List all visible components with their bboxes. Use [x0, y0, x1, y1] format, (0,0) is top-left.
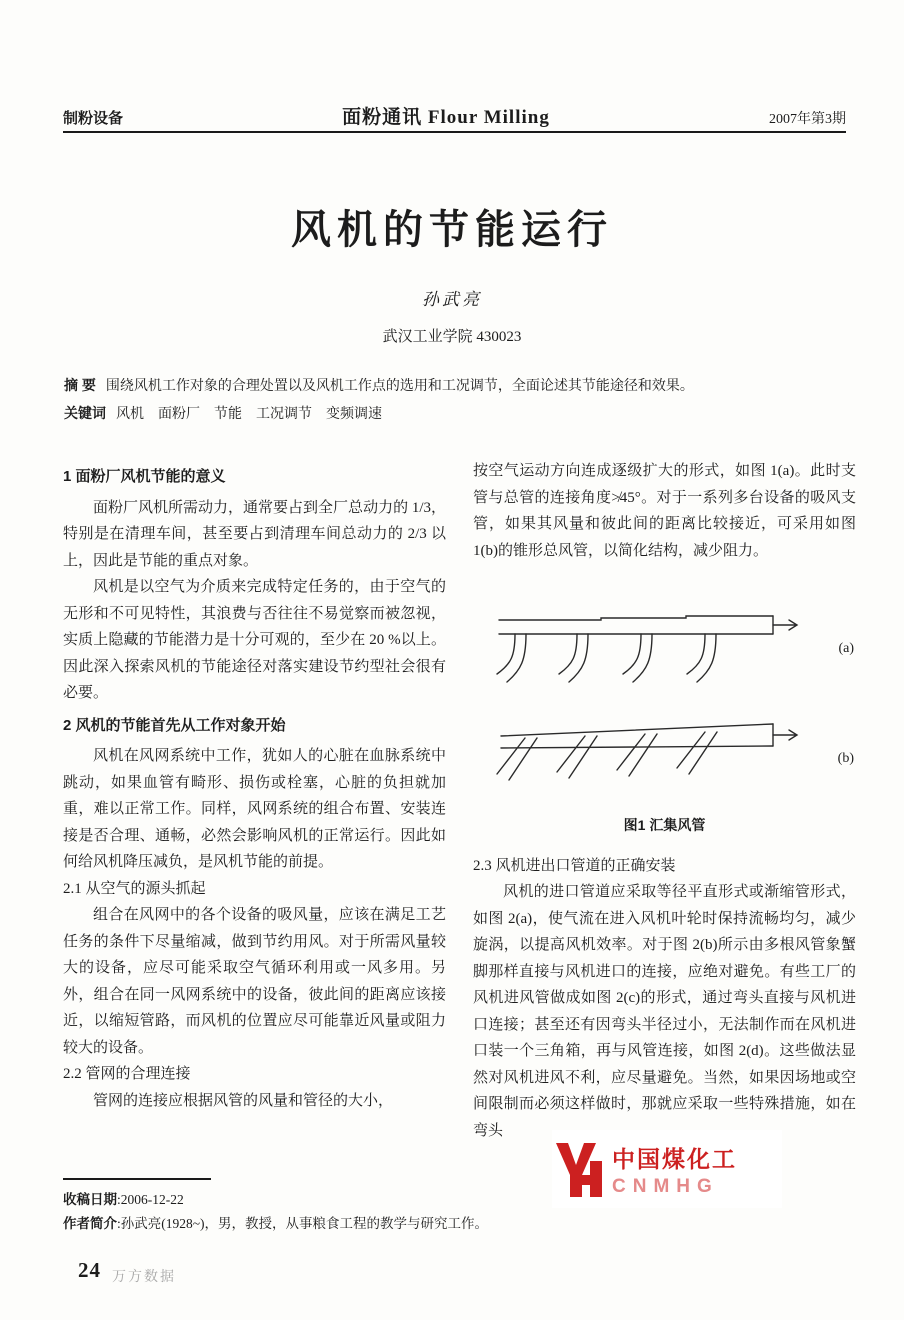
watermark-en: CNMHG: [612, 1175, 719, 1197]
left-column: [63, 458, 446, 1114]
article-affiliation: 武汉工业学院 430023: [382, 329, 522, 345]
page-number: 24: [78, 1258, 101, 1282]
received-date-value: :2006-12-22: [117, 1192, 184, 1207]
paragraph: 按空气运动方向连成逐级扩大的形式，如图 1(a)。此时支管与总管的连接角度≯45°。对于一系列多台设备的吸风支管，如果其风量和彼此间的距离比较接近，可采用如图 1(b)的锥形总风管，以简化结构，减少阻力。: [473, 463, 856, 559]
author-bio-label: 作者简介: [63, 1216, 117, 1231]
subsection-2-2-heading: 2.2 管网的合理连接: [63, 1066, 191, 1082]
received-date-label: 收稿日期: [63, 1192, 117, 1207]
paragraph: 风机的进口管道应采取等径平直形式或渐缩管形式，如图 2(a)，使气流在进入风机叶轮时保持流畅均匀，减少旋涡，以提高风机效率。对于图 2(b)所示由多根风管象蟹脚那样直接与风机进口的连接，应绝对避免。有些工厂的风机进风管做成如图 2(c)的形式，通过弯头直接与风机进口连接；甚至还有因弯头半径过小，无法制作而在风机进口装一个三角箱，再与风管连接，如图 2(d)。这些做法显然对风机进风不利，应尽量避免。当然，如果因场地或空间限制而必须这样做时，那就应采取一些特殊措施，如在弯头: [473, 884, 856, 1139]
figure1-duct-diagram: [473, 578, 856, 808]
figure1-caption: 图1 汇集风管: [623, 817, 706, 833]
abstract-text: 围绕风机工作对象的合理处置以及风机工作点的选用和工况调节，全面论述其节能途径和效果。: [105, 379, 694, 394]
keywords-block: [64, 402, 844, 426]
abstract-label: 摘 要: [64, 377, 96, 393]
paragraph: 面粉厂风机所需动力，通常要占到全厂总动力的 1/3，特别是在清理车间，甚至要占到清理车间总动力的 2/3 以上，因此是节能的重点对象。: [63, 499, 446, 569]
subsection-2-3-heading: 2.3 风机进出口管道的正确安装: [473, 857, 676, 874]
scan-site-watermark: 万方数据: [112, 1270, 176, 1285]
duct-line-art: [481, 578, 821, 808]
keyword: 节能: [214, 407, 242, 422]
section-2-heading: 2 风机的节能首先从工作对象开始: [63, 716, 286, 734]
keyword: 变频调速: [326, 407, 382, 422]
received-date-line: [63, 1188, 184, 1208]
issue-label: 2007年第3期: [769, 112, 846, 127]
abstract-block: [64, 374, 844, 398]
paragraph: 组合在风网中的各个设备的吸风量，应该在满足工艺任务的条件下尽量缩减，做到节约用风。对于所需风量较大的设备，应尽可能采取空气循环利用或一风多用。另外，组合在同一风网系统中的设备，彼此间的距离应该接近，以缩短管路，而风机的位置应尽可能靠近风量或阻力较大的设备。: [63, 907, 446, 1056]
paragraph: 管网的连接应根据风管的风量和管径的大小，: [93, 1092, 394, 1109]
keyword: 风机: [116, 407, 144, 422]
section-1-heading: 1 面粉厂风机节能的意义: [63, 468, 226, 485]
article-author: 孙武亮: [422, 290, 482, 309]
header-section-label: 制粉设备: [63, 110, 124, 127]
keyword: 工况调节: [256, 407, 312, 422]
author-bio-line: [63, 1212, 488, 1232]
article-title: 风机的节能运行: [291, 207, 613, 252]
figure1-label-a: (a): [838, 641, 854, 656]
journal-header: [63, 102, 846, 129]
author-bio-value: :孙武亮(1928~)，男，教授，从事粮食工程的教学与研究工作。: [117, 1216, 489, 1231]
subsection-2-1-heading: 2.1 从空气的源头抓起: [63, 880, 206, 897]
paragraph: 风机在风网系统中工作，犹如人的心脏在血脉系统中跳动，如果血管有畸形、损伤或栓塞，心脏的负担就加重，难以正常工作。同样，风网系统的组合布置、安装连接是否合理、通畅，必然会影响风机的正常运行。因此如何给风机降压减负，是风机节能的前提。: [63, 748, 446, 870]
figure1-label-b: (b): [837, 751, 854, 766]
journal-title: 面粉通讯 Flour Milling: [342, 107, 550, 128]
publisher-logo-icon: [552, 1139, 606, 1199]
footnote-rule: [63, 1178, 211, 1180]
keywords-label: 关键词: [64, 405, 106, 421]
paragraph: 风机是以空气为介质来完成特定任务的，由于空气的无形和不可见特性，其浪费与否往往不易觉察而被忽视，实质上隐藏的节能潜力是十分可观的，至少在 20 %以上。因此深入探索风机的节能途径对落实建设节约型社会很有必要。: [63, 579, 446, 701]
publisher-watermark-text: [606, 1141, 737, 1198]
publisher-watermark: [552, 1130, 782, 1208]
header-rule: [63, 131, 846, 133]
watermark-cn: 中国煤化工: [612, 1145, 737, 1172]
keyword: 面粉厂: [158, 407, 200, 422]
right-column: [473, 458, 856, 1144]
